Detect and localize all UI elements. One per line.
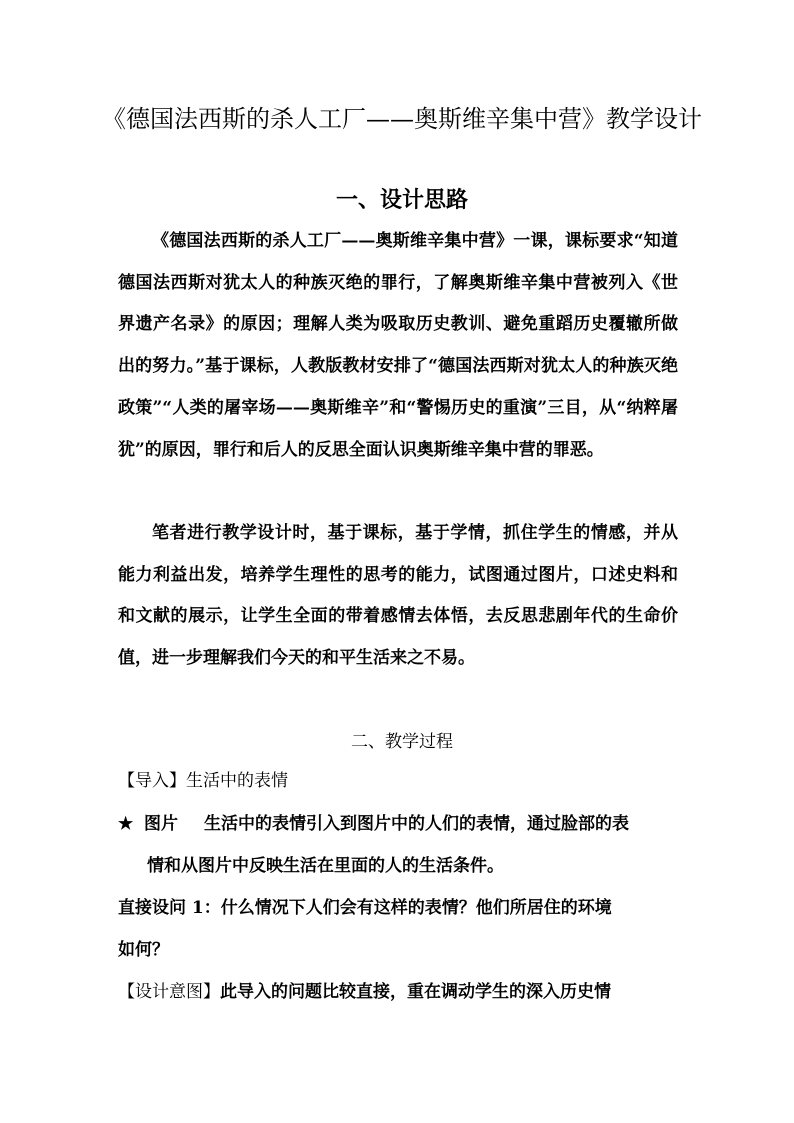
question-1-line-2: 如何？ <box>118 940 169 960</box>
design-intent-line <box>118 972 678 1014</box>
paragraph-teaching-approach: 笔者进行教学设计时，基于课标，基于学情，抓住学生的情感，并从能力利益出发，培养学生理性的思考的能力，试图通过图片，口述史料和和文献的展示，让学生全面的带着感情去体悟，去反思悲剧年代的生命价值，进一步理解我们今天的和平生活来之不易。 <box>118 523 678 669</box>
picture-text-continued: 情和从图片中反映生活在里面的人的生活条件。 <box>147 856 504 876</box>
document-title: 《德国法西斯的杀人工厂——奥斯维辛集中营》教学设计 <box>102 105 702 133</box>
question-1-line-1: 直接设问 1：什么情况下人们会有这样的表情？他们所居住的环境 <box>118 898 612 918</box>
picture-item <box>118 804 678 846</box>
intro-text: 生活中的表情 <box>186 771 288 791</box>
picture-label: 图片 <box>144 814 178 834</box>
picture-text: 生活中的表情引入到图片中的人们的表情，通过脸部的表 <box>204 814 629 834</box>
star-icon: ★ <box>118 814 134 834</box>
design-intent-label: 【设计意图】 <box>118 982 220 1002</box>
design-intent-text: 此导入的问题比较直接，重在调动学生的深入历史情 <box>220 982 611 1002</box>
section-heading-teaching-process: 二、教学过程 <box>351 732 453 752</box>
paragraph-curriculum: 《德国法西斯的杀人工厂——奥斯维辛集中营》一课，课标要求“知道德国法西斯对犹太人的种族灭绝的罪行，了解奥斯维辛集中营被列入《世界遗产名录》的原因；理解人类为吸取历史教训、避免重蹈历史覆辙所做出的努力。”基于课标，人教版教材安排了“德国法西斯对犹太人的种族灭绝政策”“人类的屠宰场——奥斯维辛”和“警惕历史的重演”三目，从“纳粹屠犹”的原因，罪行和后人的反思全面认识奥斯维辛集中营的罪恶。 <box>118 231 678 460</box>
intro-line <box>118 761 678 803</box>
intro-label: 【导入】 <box>118 771 186 791</box>
section-heading-design-ideas: 一、设计思路 <box>335 187 468 213</box>
